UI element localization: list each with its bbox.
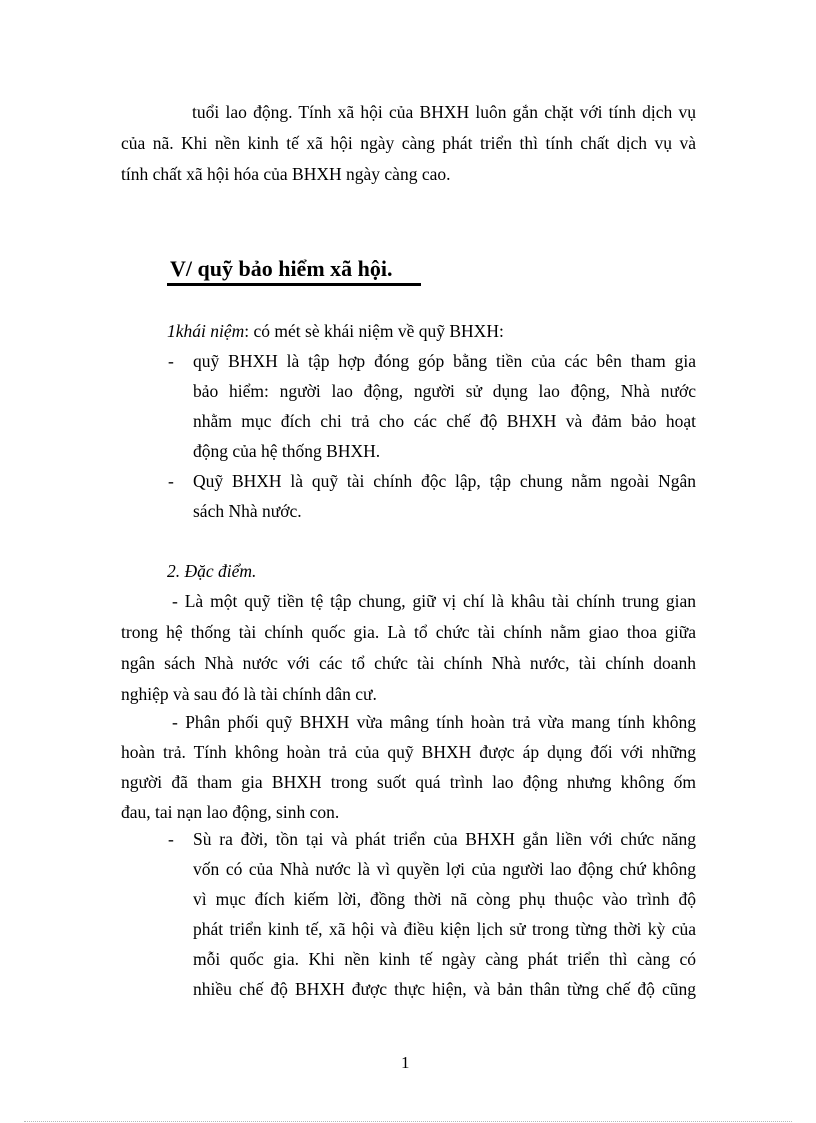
bullet-2-line-2: sách Nhà nước. — [193, 501, 302, 521]
features-paragraph-2-line-2: hoàn trả. Tính không hoàn trả của quỹ BHXH được áp dụng đối với những — [121, 742, 696, 762]
bullet-1-line-1: quỹ BHXH là tập hợp đóng góp bằng tiền của các bên tham gia — [193, 351, 696, 371]
continuation-line-3: tính chất xã hội hóa của BHXH ngày càng cao. — [121, 164, 451, 184]
bullet-3-line-2: vốn có của Nhà nước là vì quyền lợi của người lao động chứ không — [193, 859, 696, 879]
concept-text: : có mét sè khái niệm về quỹ BHXH: — [244, 321, 504, 341]
features-paragraph-1-line-2: trong hệ thống tài chính quốc gia. Là tổ chức tài chính nằm giao thoa giữa — [121, 622, 696, 642]
features-paragraph-1-line-4: nghiệp và sau đó là tài chính dân cư. — [121, 684, 377, 704]
bullet-1-line-4: động của hệ thống BHXH. — [193, 441, 381, 461]
heading-underline — [167, 283, 421, 286]
bullet-3-line-6: nhiều chế độ BHXH được thực hiện, và bản thân từng chế độ cũng — [193, 979, 696, 999]
bullet-3-line-3: vì mục đích kiếm lời, đồng thời nã còng phụ thuộc vào trình độ — [193, 889, 696, 909]
features-paragraph-1-line-3: ngân sách Nhà nước với các tổ chức tài chính Nhà nước, tài chính doanh — [121, 653, 696, 673]
bullet-1-line-2: bảo hiểm: người lao động, người sử dụng lao động, Nhà nước — [193, 381, 696, 401]
bullet-dash-3: - — [168, 829, 174, 849]
features-paragraph-1-line-1: - Là một quỹ tiền tệ tập chung, giữ vị chí là khâu tài chính trung gian — [172, 591, 696, 611]
bullet-2-line-1: Quỹ BHXH là quỹ tài chính độc lập, tập chung nằm ngoài Ngân — [193, 471, 696, 491]
bullet-dash-1: - — [168, 351, 174, 371]
bullet-3-line-4: phát triển kinh tế, xã hội và điều kiện lịch sử trong từng thời kỳ của — [193, 919, 696, 939]
section-heading: V/ quỹ bảo hiểm xã hội. — [170, 256, 393, 281]
bullet-dash-2: - — [168, 471, 174, 491]
bullet-3-line-1: Sù ra đời, tồn tại và phát triển của BHXH gắn liền với chức năng — [193, 829, 696, 849]
page-number: 1 — [401, 1053, 410, 1072]
bullet-3-line-5: mỗi quốc gia. Khi nền kinh tế ngày càng phát triển thì càng có — [193, 949, 696, 969]
features-paragraph-2-line-4: đau, tai nạn lao động, sinh con. — [121, 802, 340, 822]
continuation-line-1: tuổi lao động. Tính xã hội của BHXH luôn gắn chặt với tính dịch vụ — [192, 102, 696, 122]
features-paragraph-2-line-3: người đã tham gia BHXH trong suốt quá trình lao động nhưng không ốm — [121, 772, 696, 792]
features-paragraph-2-line-1: - Phân phối quỹ BHXH vừa mâng tính hoàn trả vừa mang tính không — [172, 712, 696, 732]
features-heading: 2. Đặc điểm. — [167, 561, 257, 581]
continuation-line-2: của nã. Khi nền kinh tế xã hội ngày càng phát triển thì tính chất dịch vụ và — [121, 133, 696, 153]
concept-label: 1khái niệm — [167, 321, 245, 341]
bullet-1-line-3: nhằm mục đích chi trả cho các chế độ BHXH và đảm bảo hoạt — [193, 411, 696, 431]
page-bottom-border — [24, 1121, 792, 1122]
concept-line — [167, 320, 504, 342]
